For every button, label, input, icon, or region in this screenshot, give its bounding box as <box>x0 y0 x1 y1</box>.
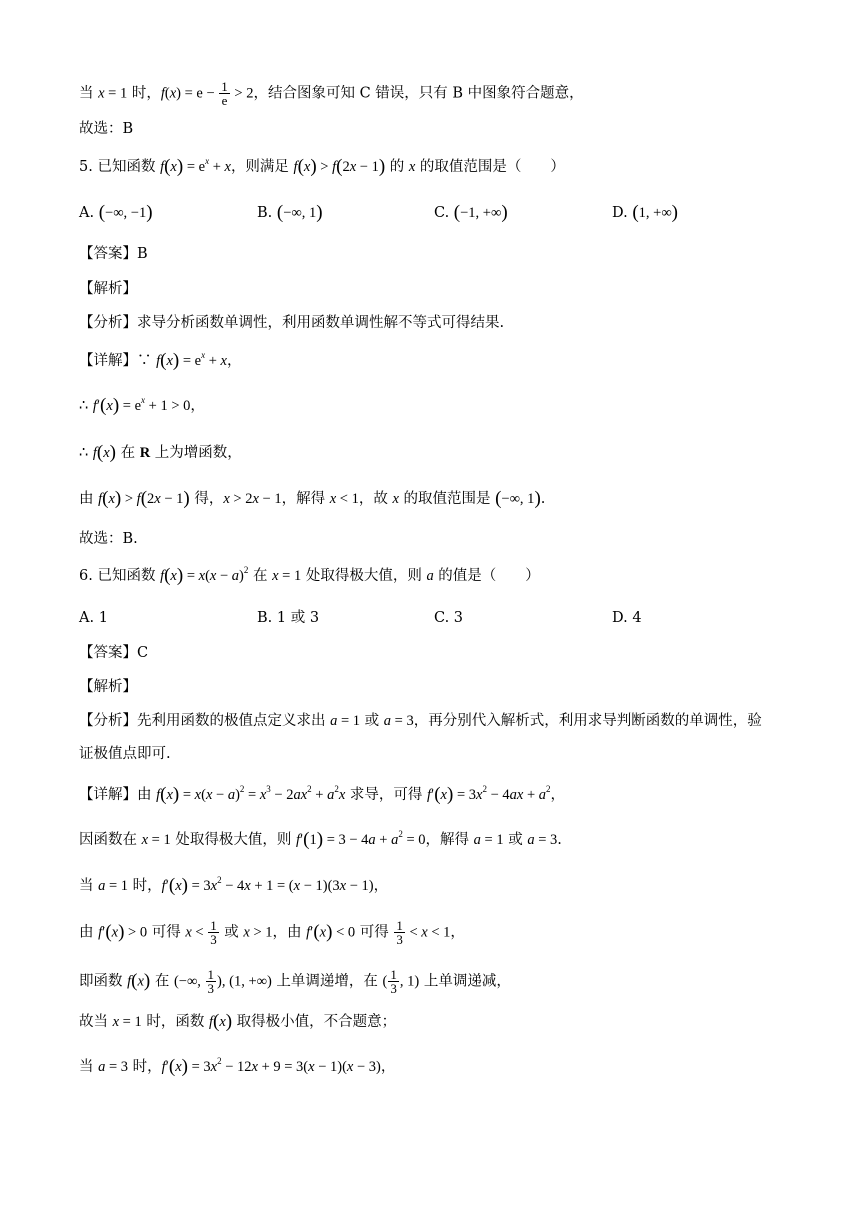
q5-detail-2: ∴ $f'(x) = e^x + 1 > 0$， <box>79 395 205 416</box>
q6-analysis-heading: 【解析】 <box>79 679 137 695</box>
q6-answer: 【答案】C <box>79 645 149 661</box>
q6-detail-1: 【详解】由 $f(x) = x(x - a)^2 = x^3 - 2ax^2 + a^2x$ 求导，可得 $f'(x) = 3x^2 - 4ax + a^2$， <box>79 784 565 805</box>
q5-analysis-heading: 【解析】 <box>79 281 137 297</box>
q5-option-d: D. (1, +∞) <box>612 202 678 223</box>
q6-analysis: 【分析】先利用函数的极值点定义求出 a = 1 或 a = 3，再分别代入解析式，利用求导判断函数的单调性，验 <box>79 713 762 729</box>
q6-detail-3: 当 a = 1 时，$f'(x) = 3x^2 - 4x + 1 = (x - 1)(3x - 1)$， <box>79 875 389 896</box>
q5-option-a: A. (−∞, −1) <box>79 202 153 223</box>
line-1: 当 x = 1 时，f(x) = e − $\frac{1}{e}$ > 2，结合图象可知 C 错误，只有 B 中图象符合题意， <box>79 79 584 108</box>
q5-detail-1: 【详解】∵ $f(x) = e^x + x$， <box>79 350 242 371</box>
q5-analysis: 【分析】求导分析函数单调性，利用函数单调性解不等式可得结果. <box>79 315 505 331</box>
q6-detail-6: 故当 x = 1 时，函数 f(x) 取得极小值，不合题意； <box>79 1011 397 1032</box>
line-2: 故选：B <box>79 121 134 137</box>
q6-detail-4: 由 f′(x) > 0 可得 x < $\frac{1}{3}$ 或 x > 1，由 f′(x) < 0 可得 $\frac{1}{3}$ < x < 1， <box>79 918 465 947</box>
question-5-stem: 5. 已知函数 $f(x) = e^x + x$，则满足 f(x) > f(2x − 1) 的 x 的取值范围是（ ） <box>79 156 565 177</box>
q6-option-d: D. 4 <box>612 610 642 626</box>
q5-option-c: C. (−1, +∞) <box>434 202 508 223</box>
question-6-stem: 6. 已知函数 $f(x) = x(x - a)^2$ 在 x = 1 处取得极大值，则 a 的值是（ ） <box>79 565 540 586</box>
q6-detail-5: 即函数 f(x) 在 (−∞, $\frac{1}{3}$ ), (1, +∞) 上单调递增，在 ( $\frac{1}{3}$ , 1) 上单调递减， <box>79 967 511 996</box>
q6-option-a: A. 1 <box>79 610 108 626</box>
q6-option-b: B. 1 或 3 <box>257 610 320 626</box>
q6-detail-7: 当 a = 3 时，$f'(x) = 3x^2 - 12x + 9 = 3(x - 1)(x - 3)$， <box>79 1056 396 1077</box>
q6-analysis-cont: 证极值点即可. <box>79 746 171 762</box>
q5-answer: 【答案】B <box>79 246 148 262</box>
q5-detail-4: 由 f(x) > f(2x − 1) 得，x > 2x − 1，解得 x < 1，故 x 的取值范围是 (−∞, 1). <box>79 488 546 509</box>
q6-detail-2: 因函数在 x = 1 处取得极大值，则 $f'(1) = 3 - 4a + a^2 = 0$，解得 a = 1 或 a = 3. <box>79 829 562 850</box>
q5-option-b: B. (−∞, 1) <box>257 202 323 223</box>
q5-detail-3: ∴ f(x) 在 R 上为增函数， <box>79 442 242 463</box>
q5-conclusion: 故选：B. <box>79 531 138 547</box>
q6-option-c: C. 3 <box>434 610 464 626</box>
